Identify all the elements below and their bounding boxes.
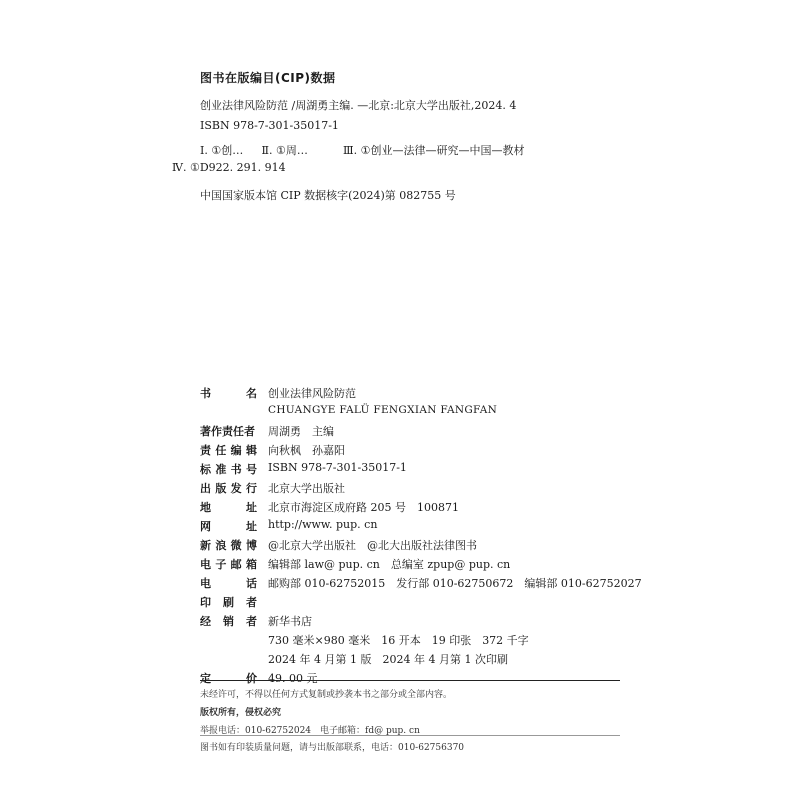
info-label-char: 标 xyxy=(200,463,211,476)
info-label xyxy=(200,385,257,401)
info-label-char: 任 xyxy=(215,444,227,457)
info-value: 创业法律风险防范 xyxy=(268,387,356,400)
info-label xyxy=(200,480,257,496)
cip-subject-3: Ⅲ. ①创业—法律—研究—中国—教材 xyxy=(343,144,525,157)
cip-bibliographic-line: 创业法律风险防范 /周湖勇主编. —北京:北京大学出版社,2024. 4 xyxy=(200,99,517,112)
report-contact: 举报电话：010-62752024 电子邮箱：fd@ pup. cn xyxy=(200,726,420,736)
info-label-char: 址 xyxy=(246,501,257,514)
info-label xyxy=(200,537,257,553)
footer-divider xyxy=(200,680,620,681)
info-label-char: 版 xyxy=(215,482,227,495)
info-label-char: 著作责任者 xyxy=(200,425,255,438)
info-label-char: 博 xyxy=(245,539,257,552)
info-value: 北京市海淀区成府路 205 号 100871 xyxy=(268,501,459,514)
info-label-char: 经 xyxy=(200,615,211,628)
rights-notice: 版权所有，侵权必究 xyxy=(200,708,282,718)
info-label-char: 名 xyxy=(246,387,257,400)
cip-classification-line: Ⅳ. ①D922. 291. 914 xyxy=(172,161,286,174)
info-label-char: 行 xyxy=(245,482,257,495)
cip-isbn-line: ISBN 978-7-301-35017-1 xyxy=(200,119,339,132)
info-label-char: 电 xyxy=(200,577,211,590)
info-label-char: 电 xyxy=(200,558,211,571)
info-value: 向秋枫 孙嘉阳 xyxy=(268,444,345,457)
info-value: 北京大学出版社 xyxy=(268,482,345,495)
footer-thin-divider xyxy=(200,735,620,736)
cip-subject-1: Ⅰ. ①创… xyxy=(200,144,244,157)
info-label-char: 价 xyxy=(246,672,257,685)
info-label-char: 网 xyxy=(200,520,211,533)
info-label-char: 话 xyxy=(246,577,257,590)
info-label-char: 地 xyxy=(200,501,211,514)
info-label-char: 责 xyxy=(200,444,211,457)
info-label-char: 刷 xyxy=(223,596,234,609)
info-label-char: 出 xyxy=(200,482,211,495)
info-label-char: 辑 xyxy=(245,444,257,457)
info-value: 730 毫米×980 毫米 16 开本 19 印张 372 千字 xyxy=(268,634,529,647)
info-value: 新华书店 xyxy=(268,615,312,628)
cip-subject-line xyxy=(200,142,524,158)
info-label-char: 销 xyxy=(223,615,234,628)
info-label-char: 准 xyxy=(215,463,227,476)
info-value: 周湖勇 主编 xyxy=(268,425,334,438)
info-label-char: 箱 xyxy=(245,558,257,571)
info-value: 2024 年 4 月第 1 版 2024 年 4 月第 1 次印刷 xyxy=(268,653,508,666)
info-value: 编辑部 law@ pup. cn 总编室 zpup@ pup. cn xyxy=(268,558,511,571)
info-label-char: 印 xyxy=(200,596,211,609)
quality-contact: 图书如有印装质量问题，请与出版部联系，电话：010-62756370 xyxy=(200,743,465,753)
info-label-char: 址 xyxy=(246,520,257,533)
info-label-char: 者 xyxy=(246,596,257,609)
info-label xyxy=(200,423,257,439)
info-label-char: 号 xyxy=(245,463,257,476)
info-label-char: 新 xyxy=(200,539,211,552)
info-label xyxy=(200,556,257,572)
cip-title: 图书在版编目(CIP)数据 xyxy=(200,71,336,85)
info-label xyxy=(200,442,257,458)
info-value: http://www. pup. cn xyxy=(268,518,378,531)
cip-record-number: 中国国家版本馆 CIP 数据核字(2024)第 082755 号 xyxy=(200,189,456,202)
info-label xyxy=(200,594,257,610)
info-label-char: 浪 xyxy=(215,539,227,552)
info-value: 邮购部 010-62752015 发行部 010-62750672 编辑部 010-62752027 xyxy=(268,577,642,590)
info-label-char: 发 xyxy=(230,482,242,495)
info-value: 49. 00 元 xyxy=(268,672,318,685)
info-label xyxy=(200,499,257,515)
cip-subject-2: Ⅱ. ①周… xyxy=(261,144,308,157)
info-label xyxy=(200,518,257,534)
info-value: @北京大学出版社 @北大出版社法律图书 xyxy=(268,539,477,552)
info-label-char: 定 xyxy=(200,672,211,685)
info-label-char: 编 xyxy=(230,444,242,457)
info-label-char: 书 xyxy=(200,387,211,400)
info-label-char: 邮 xyxy=(230,558,242,571)
info-label-char: 微 xyxy=(230,539,242,552)
copy-notice: 未经许可，不得以任何方式复制或抄袭本书之部分或全部内容。 xyxy=(200,690,453,700)
info-label-char: 书 xyxy=(230,463,242,476)
info-label xyxy=(200,670,257,686)
info-label-char: 者 xyxy=(246,615,257,628)
info-label xyxy=(200,575,257,591)
info-label-char: 子 xyxy=(215,558,227,571)
info-label xyxy=(200,461,257,477)
info-value: ISBN 978-7-301-35017-1 xyxy=(268,461,407,474)
info-label xyxy=(200,613,257,629)
info-value: CHUANGYE FALÜ FENGXIAN FANGFAN xyxy=(268,404,498,416)
